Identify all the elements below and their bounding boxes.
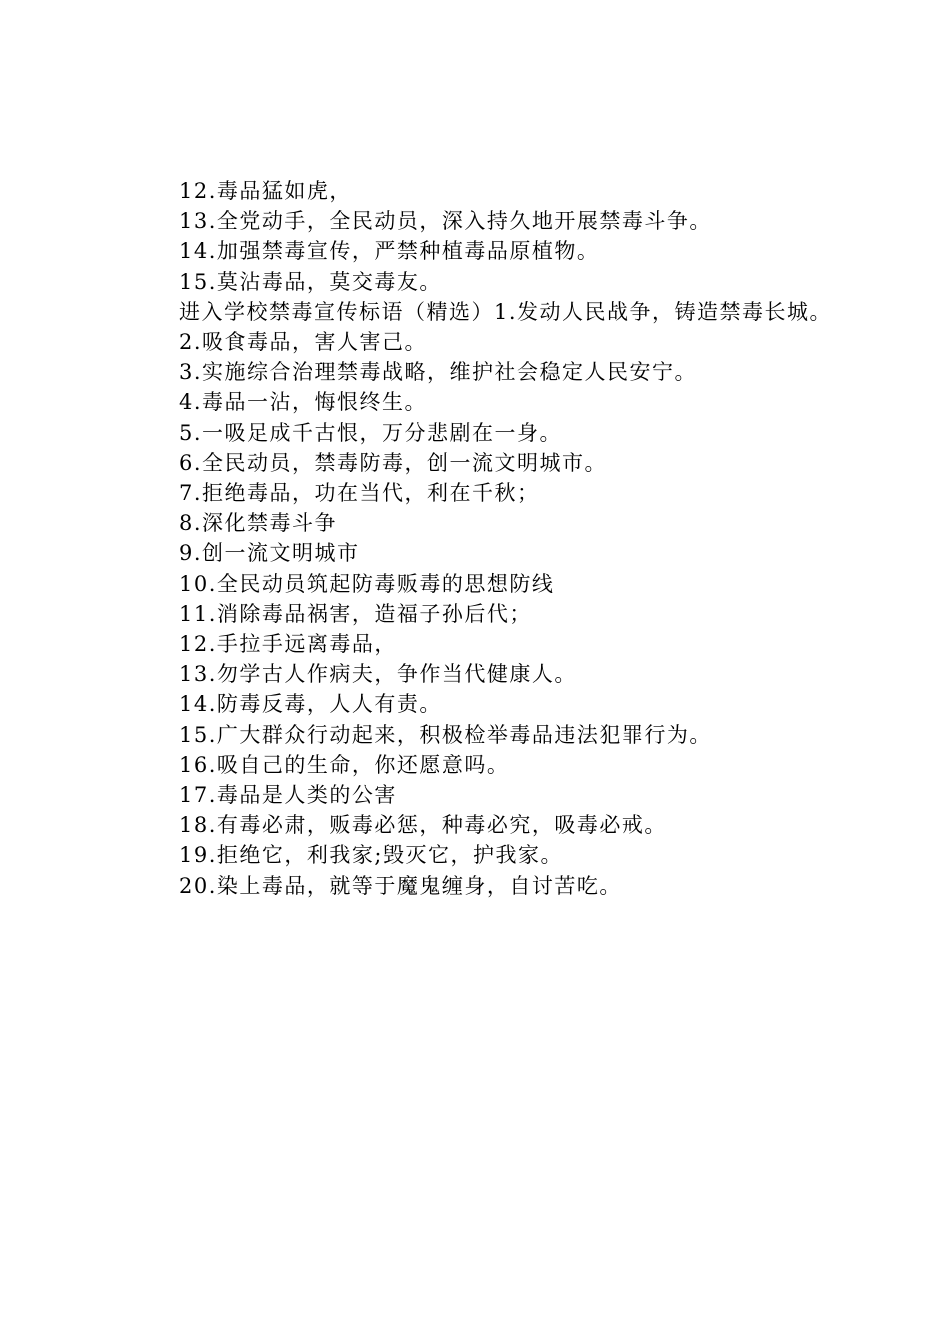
list-item: 9.创一流文明城市: [179, 541, 360, 566]
list-item: 16.吸自己的生命，你还愿意吗。: [179, 752, 510, 777]
list-item: 7.拒绝毒品，功在当代，利在千秋；: [179, 481, 540, 506]
list-item: 6.全民动员，禁毒防毒，创一流文明城市。: [179, 450, 608, 475]
list-item: 12.毒品猛如虎，: [179, 179, 352, 203]
list-item: 18.有毒必肃，贩毒必惩，种毒必究，吸毒必戒。: [179, 813, 667, 838]
document-body: [128, 176, 840, 901]
list-item: 4.毒品一沾，悔恨终生。: [179, 390, 428, 415]
list-item: 5.一吸足成千古恨，万分悲剧在一身。: [179, 420, 563, 445]
list-item: 3.实施综合治理禁毒战略，维护社会稳定人民安宁。: [179, 360, 698, 385]
list-item: 13.勿学古人作病夫，争作当代健康人。: [179, 662, 577, 687]
list-item: 19.拒绝它，利我家;毁灭它，护我家。: [179, 843, 563, 868]
list-item: 15.广大群众行动起来，积极检举毒品违法犯罪行为。: [179, 722, 712, 747]
list-item: 2.吸食毒品，害人害己。: [179, 330, 428, 355]
list-item: 12.手拉手远离毒品，: [179, 632, 397, 657]
list-item: 10.全民动员筑起防毒贩毒的思想防线: [179, 571, 555, 596]
list-item: 8.深化禁毒斗争: [179, 511, 338, 536]
list-item: 14.加强禁毒宣传，严禁种植毒品原植物。: [179, 239, 600, 264]
list-item: 17.毒品是人类的公害: [179, 783, 397, 808]
section-paragraph: 进入学校禁毒宣传标语（精选）1.发动人民战争，铸造禁毒长城。: [179, 299, 833, 324]
list-item: 20.染上毒品，就等于魔鬼缠身，自讨苦吃。: [179, 873, 622, 898]
list-item: 14.防毒反毒，人人有责。: [179, 692, 442, 717]
list-item: 11.消除毒品祸害，造福子孙后代；: [179, 601, 532, 626]
list-item: 13.全党动手，全民动员，深入持久地开展禁毒斗争。: [179, 209, 712, 234]
list-item: 15.莫沾毒品，莫交毒友。: [179, 269, 442, 294]
